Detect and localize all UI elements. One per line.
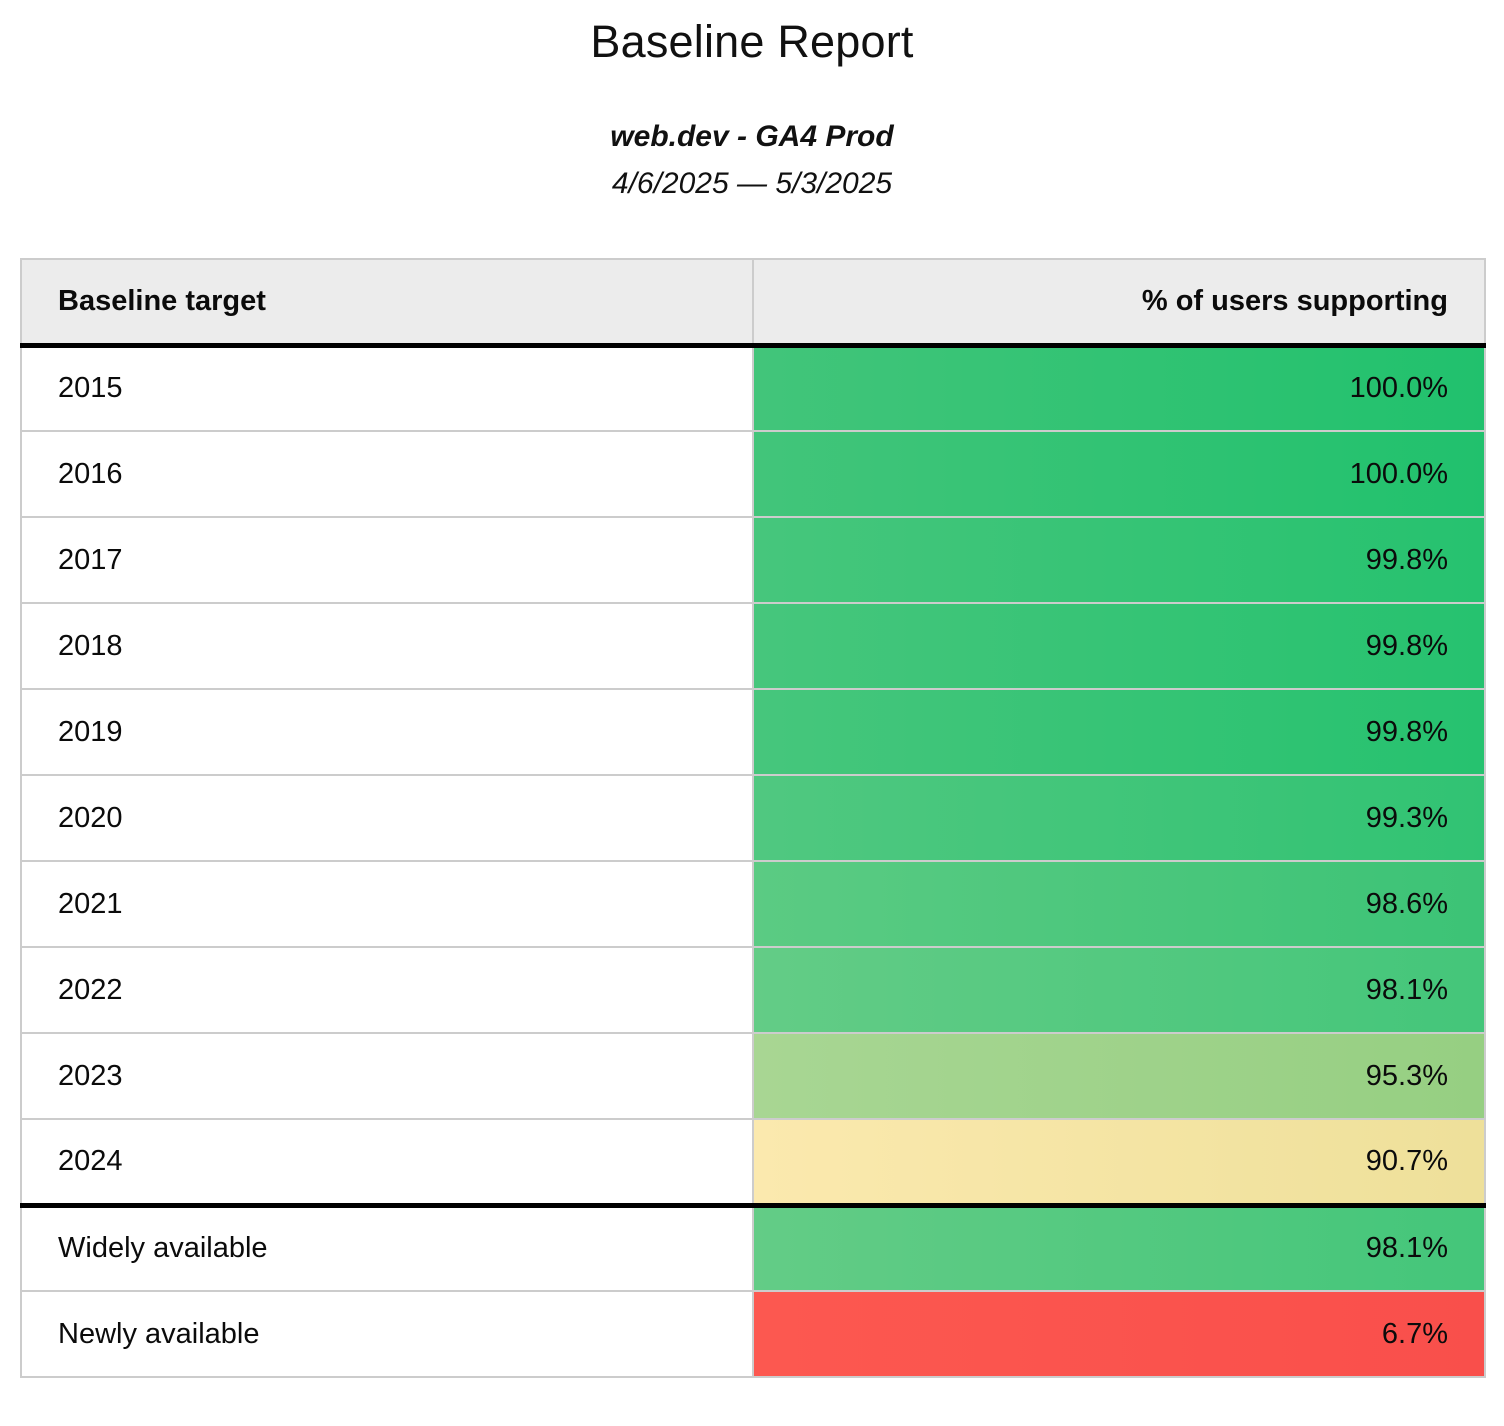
table-header-row: [21, 259, 1485, 345]
baseline-target-cell: 2024: [21, 1119, 753, 1205]
table-row: [21, 517, 1485, 603]
support-percentage-cell: 99.8%: [753, 517, 1485, 603]
column-header-baseline-target: Baseline target: [21, 259, 753, 345]
baseline-target-cell: Newly available: [21, 1291, 753, 1377]
support-percentage-cell: 6.7%: [753, 1291, 1485, 1377]
baseline-target-cell: 2016: [21, 431, 753, 517]
baseline-target-cell: 2023: [21, 1033, 753, 1119]
baseline-target-cell: Widely available: [21, 1205, 753, 1291]
table-row: [21, 1033, 1485, 1119]
table-row: [21, 947, 1485, 1033]
baseline-target-cell: 2022: [21, 947, 753, 1033]
report-date-range: 4/6/2025 — 5/3/2025: [611, 167, 893, 200]
page-title: Baseline Report: [590, 16, 914, 67]
table-row: [21, 861, 1485, 947]
table-row: [21, 1119, 1485, 1205]
column-header-users-supporting: % of users supporting: [753, 259, 1485, 345]
support-percentage-cell: 98.6%: [753, 861, 1485, 947]
baseline-support-table: [20, 258, 1486, 1378]
table-body: [21, 345, 1485, 1377]
support-percentage-cell: 90.7%: [753, 1119, 1485, 1205]
table-header: [21, 259, 1485, 345]
baseline-target-cell: 2019: [21, 689, 753, 775]
support-percentage-cell: 100.0%: [753, 431, 1485, 517]
support-percentage-cell: 98.1%: [753, 947, 1485, 1033]
baseline-target-cell: 2020: [21, 775, 753, 861]
baseline-target-cell: 2017: [21, 517, 753, 603]
table-row: [21, 775, 1485, 861]
support-percentage-cell: 100.0%: [753, 345, 1485, 431]
table-row: [21, 1205, 1485, 1291]
baseline-target-cell: 2018: [21, 603, 753, 689]
table-row: [21, 345, 1485, 431]
table-row: [21, 689, 1485, 775]
support-percentage-cell: 95.3%: [753, 1033, 1485, 1119]
baseline-target-cell: 2021: [21, 861, 753, 947]
support-percentage-cell: 98.1%: [753, 1205, 1485, 1291]
baseline-target-cell: 2015: [21, 345, 753, 431]
table-row: [21, 603, 1485, 689]
report-header: [0, 16, 1504, 201]
table-row: [21, 431, 1485, 517]
table-row: [21, 1291, 1485, 1377]
support-percentage-cell: 99.3%: [753, 775, 1485, 861]
support-percentage-cell: 99.8%: [753, 603, 1485, 689]
report-source-subtitle: web.dev - GA4 Prod: [610, 120, 894, 153]
support-percentage-cell: 99.8%: [753, 689, 1485, 775]
